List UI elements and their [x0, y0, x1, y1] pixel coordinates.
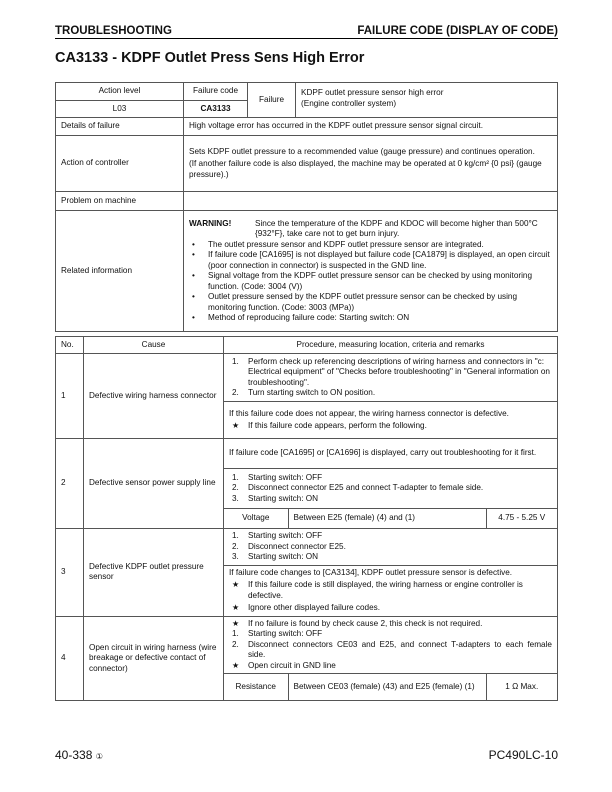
text: 2. — [232, 639, 239, 649]
failure-code-label: Failure code — [184, 83, 248, 101]
text: If failure code [CA1695] is not displayed but failure code [CA1879] is displayed, an open circuit (poor connection in connector) is suspected in the GND line. — [208, 250, 550, 270]
col-header-no: No. — [56, 337, 84, 354]
text: If failure code changes to [CA3134], KDPF outlet pressure sensor is defective. — [229, 567, 513, 577]
text: Starting switch: ON — [248, 552, 319, 561]
text: Starting switch: ON — [248, 493, 319, 503]
action-level-label: Action level — [56, 83, 184, 101]
text: 1. — [232, 629, 239, 638]
text: ★ — [232, 618, 240, 628]
text: Open circuit in GND line — [248, 660, 336, 670]
list-item — [229, 629, 552, 640]
problem-value — [184, 192, 558, 211]
text: 2. — [232, 388, 239, 397]
action-value — [184, 136, 558, 192]
col-header-cause: Cause — [84, 337, 224, 354]
text: • — [192, 271, 195, 280]
related-label: Related information — [56, 211, 184, 332]
list-item — [229, 483, 552, 494]
header-right: FAILURE CODE (DISPLAY OF CODE) — [357, 25, 558, 37]
text: • — [192, 239, 195, 249]
table-row — [56, 616, 558, 674]
text: Method of reproducing failure code: Starting switch: ON — [208, 313, 410, 322]
text: Turn starting switch to ON position. — [248, 388, 376, 397]
text — [229, 421, 552, 432]
failure-desc-line: (Engine controller system) — [301, 98, 397, 108]
text: If this failure code is still displayed, the wiring harness or engine controller is defective. — [248, 580, 523, 600]
list-item — [189, 240, 552, 251]
table-row — [56, 439, 558, 469]
list-item — [229, 531, 552, 542]
text — [56, 337, 558, 354]
text — [56, 118, 558, 136]
page-header — [55, 25, 558, 39]
text — [224, 674, 557, 700]
list-item — [229, 473, 552, 484]
list-item — [189, 271, 552, 292]
text: ★ — [232, 421, 240, 430]
text: Perform check up referencing descriptions of wiring harness and connectors in "c: Electrical equipment" of "Checks before troubleshooting" in "General information on troubleshooting". — [248, 356, 550, 387]
text: 1. — [232, 356, 239, 366]
details-value: High voltage error has occurred in the KDPF outlet pressure sensor signal circuit. — [184, 118, 558, 136]
action-line: Sets KDPF outlet pressure to a recommended value (gauge pressure) and continues operation. — [189, 146, 535, 156]
text: ★ — [232, 603, 240, 612]
text — [229, 619, 552, 672]
col-header-procedure: Procedure, measuring location, criteria and remarks — [224, 337, 558, 354]
text: Ignore other displayed failure codes. — [248, 603, 380, 612]
failure-label: Failure — [248, 83, 296, 118]
list-item — [229, 619, 552, 630]
text — [56, 337, 558, 701]
text — [224, 402, 558, 439]
related-list — [189, 240, 552, 324]
list-item — [229, 661, 552, 672]
text: • — [192, 292, 195, 301]
text — [229, 580, 552, 614]
cause-no: 4 — [56, 616, 84, 701]
text — [56, 211, 558, 332]
text: Starting switch: OFF — [248, 531, 323, 540]
text: Starting switch: OFF — [248, 472, 323, 482]
text: 2. — [232, 541, 239, 551]
list-item — [189, 292, 552, 313]
text: Disconnect connectors CE03 and E25, and connect T-adapters to each female side. — [248, 639, 552, 659]
text — [224, 674, 558, 701]
revision-mark: ① — [95, 752, 103, 761]
text — [224, 565, 558, 616]
text: The outlet pressure sensor and KDPF outlet pressure sensor are integrated. — [208, 239, 484, 249]
text: • — [192, 313, 195, 322]
text — [224, 354, 558, 402]
warning — [189, 219, 552, 240]
table-row — [56, 529, 558, 566]
cause-no: 2 — [56, 439, 84, 529]
page-number — [55, 748, 103, 762]
text: Voltage — [224, 509, 288, 528]
text: 3. — [232, 552, 239, 561]
text: Resistance — [224, 674, 288, 700]
warning-label: WARNING! — [189, 218, 232, 228]
text — [56, 136, 558, 192]
text: • — [192, 250, 195, 259]
pre-condition: If failure code [CA1695] or [CA1696] is displayed, carry out troubleshooting for it first. — [224, 439, 558, 469]
text: 1. — [232, 531, 239, 540]
action-level: L03 — [56, 101, 184, 118]
text: 4.75 - 5.25 V — [498, 513, 546, 523]
cause-text: Defective sensor power supply line — [84, 439, 224, 529]
cause-text: Open circuit in wiring harness (wire breakage or defective contact of connector) — [84, 616, 224, 701]
list-item — [189, 250, 552, 271]
text: ★ — [232, 580, 240, 589]
related-value — [184, 211, 558, 332]
list-item — [229, 388, 552, 399]
list-item — [229, 580, 552, 601]
action-label: Action of controller — [56, 136, 184, 192]
list-item — [229, 552, 552, 563]
measurement-table — [224, 674, 557, 700]
text — [56, 83, 558, 332]
text — [224, 616, 558, 674]
text — [56, 83, 558, 101]
text: If no failure is found by check cause 2, this check is not required. — [248, 618, 483, 628]
text: Disconnect connector E25 and connect T-adapter to female side. — [248, 483, 484, 493]
cause-no: 1 — [56, 354, 84, 439]
text: ★ — [232, 660, 240, 670]
list-item — [229, 640, 552, 661]
text: Starting switch: OFF — [248, 629, 323, 638]
cause-text: Defective wiring harness connector — [84, 354, 224, 439]
page-title: CA3133 - KDPF Outlet Press Sens High Error — [55, 50, 365, 66]
text: Between CE03 (female) (43) and E25 (female) (1) — [288, 674, 486, 700]
text: If this failure code appears, perform the following. — [248, 421, 427, 430]
text: Outlet pressure sensed by the KDPF outlet pressure sensor can be checked by using monitoring function. (Code: 3003 (MPa)) — [208, 292, 518, 312]
failure-description — [296, 83, 558, 118]
text: Between E25 (female) (4) and (1) — [288, 509, 486, 528]
text: 3. — [232, 493, 239, 503]
text — [229, 357, 552, 399]
text: Signal voltage from the KDPF outlet pressure sensor can be checked by using monitoring function. (Code: 3004 (V)) — [208, 271, 533, 291]
text — [229, 473, 552, 505]
text: 2. — [232, 483, 239, 493]
cause-table — [55, 336, 558, 701]
text: 40-338 — [55, 748, 93, 762]
summary-table — [55, 82, 558, 332]
text — [224, 674, 557, 700]
failure-desc-line: KDPF outlet pressure sensor high error — [301, 88, 444, 97]
text — [224, 509, 557, 528]
text — [224, 509, 558, 529]
measurement-table — [224, 509, 557, 528]
problem-label: Problem on machine — [56, 192, 184, 211]
failure-code: CA3133 — [184, 101, 248, 118]
list-item — [229, 603, 552, 614]
action-line: (If another failure code is also displayed, the machine may be operated at 0 kg/cm² {0 psi} (gauge pressure).) — [189, 159, 542, 179]
text: Disconnect connector E25. — [248, 541, 346, 551]
cause-no: 3 — [56, 529, 84, 617]
text: 1. — [232, 472, 239, 482]
text — [224, 469, 558, 509]
result-text: If this failure code does not appear, the wiring harness connector is defective. — [229, 408, 509, 418]
table-row — [56, 354, 558, 402]
text — [224, 509, 557, 528]
details-label: Details of failure — [56, 118, 184, 136]
list-item — [229, 542, 552, 553]
list-item — [229, 357, 552, 389]
list-item — [229, 421, 552, 432]
list-item — [189, 313, 552, 324]
model-name: PC490LC-10 — [488, 748, 558, 762]
text — [224, 529, 558, 566]
header-left: TROUBLESHOOTING — [55, 25, 172, 37]
cause-text: Defective KDPF outlet pressure sensor — [84, 529, 224, 617]
warning-text: Since the temperature of the KDPF and KDOC will become higher than 500°C {932°F}, take care not to get burn injury. — [255, 218, 538, 238]
text — [56, 192, 558, 211]
text — [229, 531, 552, 563]
list-item — [229, 494, 552, 505]
text: 1 Ω Max. — [505, 681, 539, 691]
